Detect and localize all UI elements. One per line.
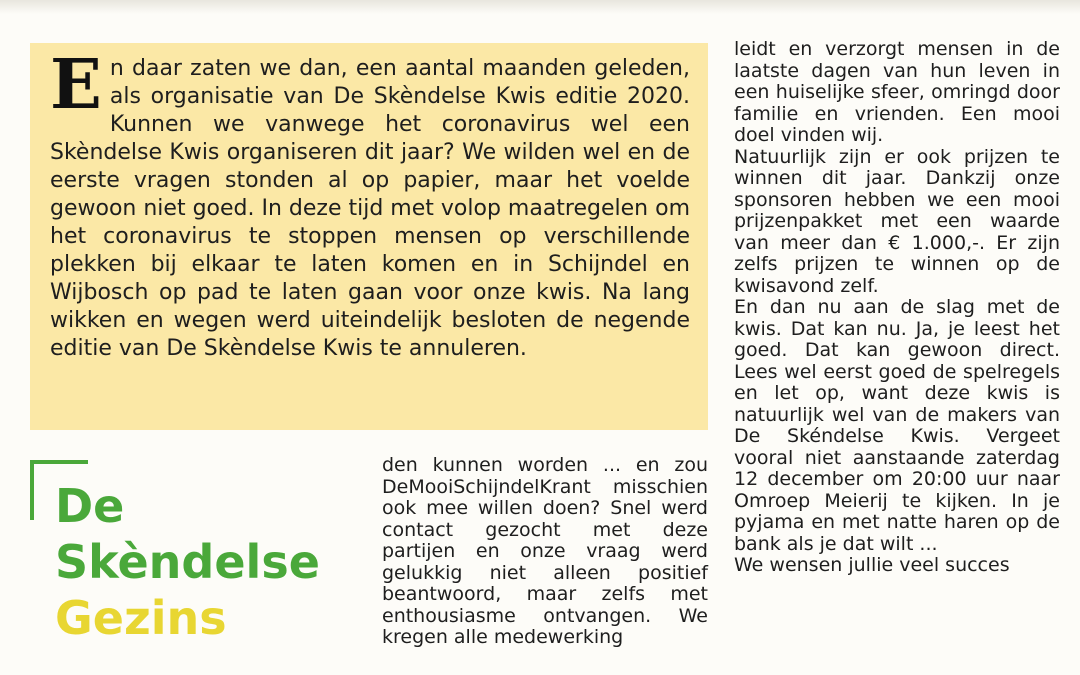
right-paragraph-3: En dan nu aan de slag met de kwis. Dat kan nu. Ja, je leest het goed. Dat kan gewoon direct. Lees wel eerst goed de spelregels en let op, want deze kwis is natuurlijk wel van de makers van De Skéndelse Kwis. Vergeet vooral niet aanstaande zaterdag 12 december om 20:00 uur naar Omroep Meierij te kijken. In je pyjama en met natte haren op de bank als je dat wilt ... [734, 296, 1060, 555]
right-paragraph-1: leidt en verzorgt mensen in de laatste dagen van hun leven in een huiselijke sfeer, omringd door familie en vrienden. Een mooi doel vinden wij. [734, 38, 1060, 146]
heading-bracket-vertical [30, 460, 34, 520]
middle-column [382, 455, 708, 649]
intro-body: n daar zaten we dan, een aantal maanden geleden, als organisatie van De Skèndelse Kwis editie 2020. Kunnen we vanwege het coronavirus wel een Skèndelse Kwis organiseren dit jaar? We wilden wel en de eerste vragen stonden al op papier, maar het voelde gewoon niet goed. In deze tijd met volop maatregelen om het coronavirus te stoppen mensen op verschillende plekken bij elkaar te laten komen en in Schijndel en Wijbosch op pad te laten gaan voor onze kwis. Na lang wikken en wegen werd uiteindelijk besloten de negende editie van De Skèndelse Kwis te annuleren. [50, 56, 690, 361]
heading-line-3: Gezins [55, 591, 227, 645]
heading-bracket-horizontal [30, 460, 88, 464]
heading-line-2: Skèndelse [55, 535, 320, 589]
right-paragraph-4: We wensen jullie veel succes [734, 554, 1010, 576]
middle-paragraph: den kunnen worden ... en zou DeMooiSchijndelKrant misschien ook mee willen doen? Snel werd contact gezocht met deze partijen en onze vraag werd gelukkig niet alleen positief beantwoord, maar zelfs met enthousiasme ontvangen. We kregen alle medewerking [382, 454, 708, 648]
right-paragraph-2: Natuurlijk zijn er ook prijzen te winnen dit jaar. Dankzij onze sponsoren hebben we een mooi prijzenpakket met een waarde van meer dan € 1.000,-. Er zijn zelfs prijzen te winnen op de kwisavond zelf. [734, 145, 1060, 297]
heading-line-1: De [55, 479, 125, 533]
drop-cap: E [50, 45, 102, 125]
article-heading [55, 478, 375, 646]
intro-paragraph [50, 45, 690, 363]
right-column [734, 39, 1060, 577]
previous-page-edge [0, 0, 1080, 14]
